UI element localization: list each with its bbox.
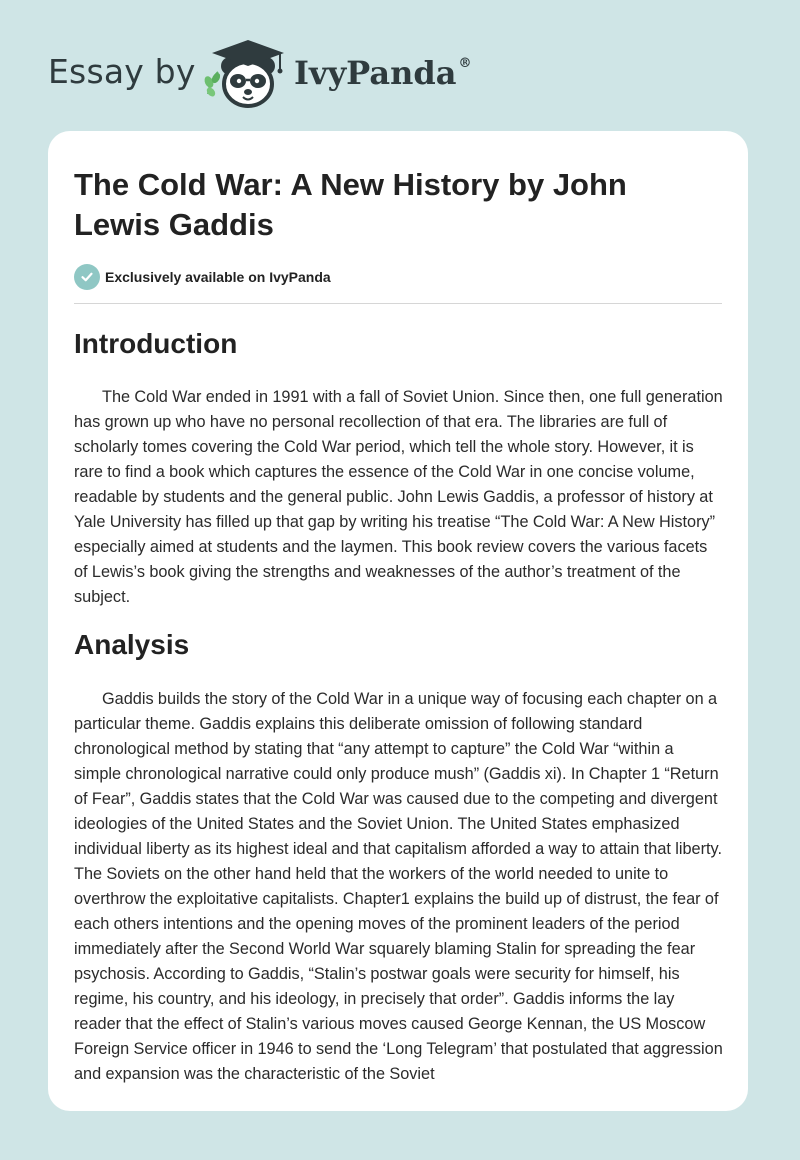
- title-divider: [74, 303, 722, 304]
- check-icon: [74, 264, 100, 290]
- section-heading-analysis: Analysis: [74, 629, 190, 660]
- exclusive-badge: [74, 264, 331, 290]
- panda-graduate-logo-icon[interactable]: [200, 36, 292, 110]
- section-body-introduction: The Cold War ended in 1991 with a fall of Soviet Union. Since then, one full generation has grown up who have no personal recollection of that era. The libraries are full of scholarly tomes covering the Cold War period, which tell the whole story. However, it is rare to find a book which captures the essence of the Cold War in one concise volume, readable by students and the general public. John Lewis Gaddis, a professor of history at Yale University has filled up that gap by writing his treatise “The Cold War: A New History” especially aimed at students and the laymen. This book review covers the various facets of Lewis’s book giving the strengths and weaknesses of the author’s treatment of the subject.: [74, 388, 723, 606]
- exclusive-badge-label: Exclusively available on IvyPanda: [105, 269, 331, 285]
- section-body-analysis: Gaddis builds the story of the Cold War in a unique way of focusing each chapter on a particular theme. Gaddis explains this deliberate omission of following standard chronological method by stating that “any attempt to capture” the Cold War “within a simple chronological narrative could only produce mush” (Gaddis xi). In Chapter 1 “Return of Fear”, Gaddis states that the Cold War was caused due to the competing and divergent ideologies of the United States and the Soviet Union. The United States emphasized individual liberty as its highest ideal and that capitalism afforded a way to attain that liberty. The Soviets on the other hand held that the workers of the world needed to unite to overthrow the exploitative capitalists. Chapter1 explains the build up of distrust, the fear of each others intentions and the opening moves of the prominent leaders of the period immediately after the Second World War squarely blaming Stalin for spreading the fear psychosis. According to Gaddis, “Stalin’s postwar goals were security for himself, his regime, his country, and his ideology, in precisely that order”. Gaddis informs the lay reader that the effect of Stalin’s various moves caused George Kennan, the US Moscow Foreign Service officer in 1946 to send the ‘Long Telegram’ that postulated that aggression and expansion was the characteristic of the Soviet: [74, 690, 723, 1083]
- registered-mark: ®: [458, 56, 472, 71]
- brand-text: IvyPanda: [294, 54, 457, 92]
- section-heading-introduction: Introduction: [74, 328, 238, 359]
- article-title: The Cold War: A New History by John Lewis Gaddis: [74, 167, 627, 242]
- site-header: [0, 0, 800, 130]
- article-card: [48, 131, 748, 1111]
- brand-name[interactable]: [294, 54, 471, 92]
- essay-by-label: Essay by: [48, 52, 196, 91]
